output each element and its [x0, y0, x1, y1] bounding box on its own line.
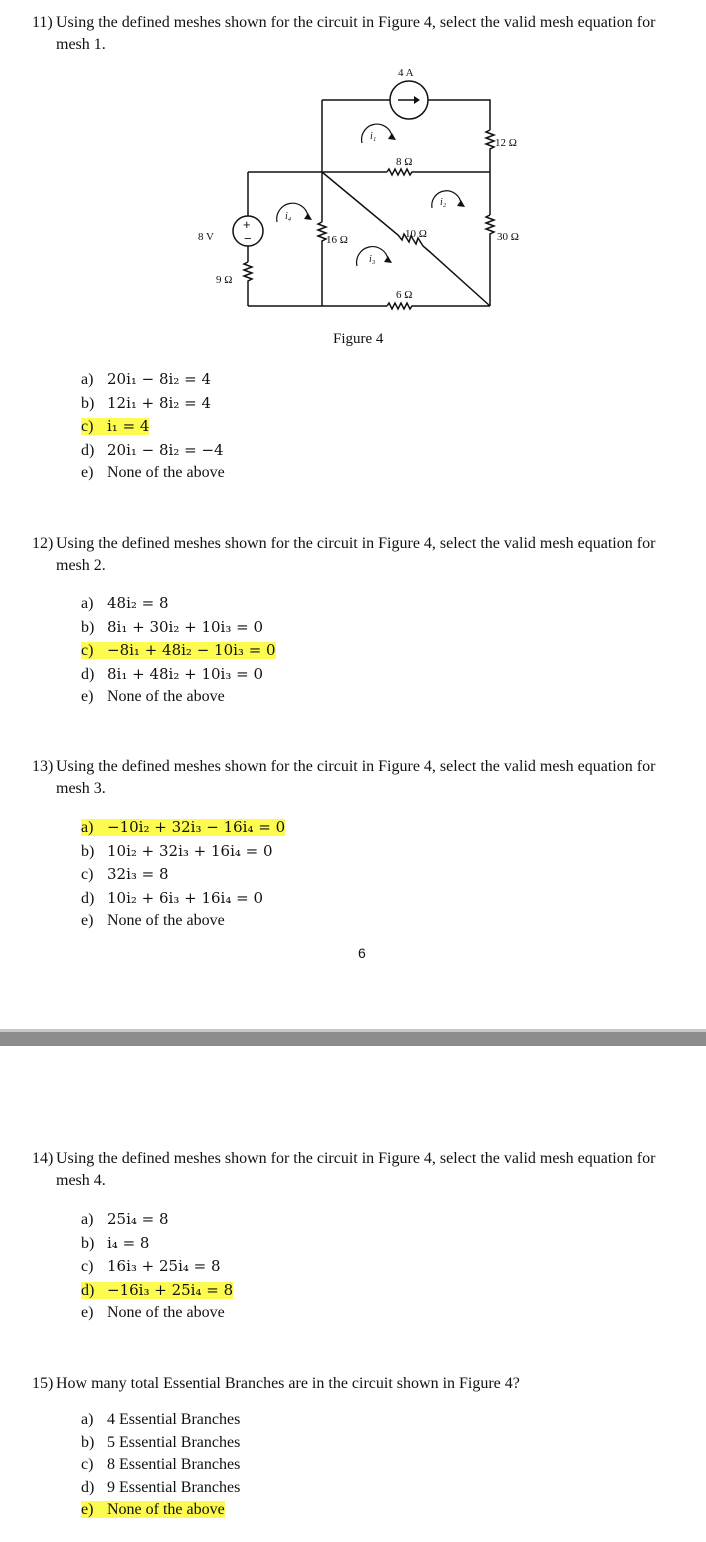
question-text-line1: Using the defined meshes shown for the circuit in Figure 4, select the valid mesh equation for: [56, 758, 656, 775]
question-11: [32, 12, 696, 56]
option-c[interactable]: c) 8 Essential Branches: [81, 1456, 241, 1474]
option-d[interactable]: d) 8i₁ + 48i₂ + 10i₃ = 0: [81, 664, 264, 683]
question-text-line2: mesh 4.: [56, 1172, 106, 1189]
option-e[interactable]: e) None of the above: [81, 912, 225, 930]
question-text-line1: How many total Essential Branches are in the circuit shown in Figure 4?: [56, 1375, 520, 1392]
option-a[interactable]: a) 25i₄ = 8: [81, 1210, 169, 1228]
arrowhead: [388, 133, 396, 140]
label-8v: 8 V: [198, 231, 214, 243]
options-q15: [81, 1409, 240, 1522]
option-a[interactable]: a) 48i₂ = 8: [81, 594, 169, 612]
resistor-12: [486, 130, 494, 172]
question-12: [32, 533, 696, 577]
option-e[interactable]: e) None of the above: [81, 464, 225, 482]
question-text-line2: mesh 2.: [56, 557, 106, 574]
arrowhead: [457, 200, 465, 207]
option-d[interactable]: d) 9 Essential Branches: [81, 1478, 241, 1496]
label-i1: i₁: [370, 131, 377, 142]
label-30-ohm: 30 Ω: [497, 231, 519, 243]
mesh-arrow-i1: [362, 124, 392, 143]
option-b[interactable]: b) i₄ = 8: [81, 1233, 150, 1252]
label-i3: i₃: [369, 254, 376, 265]
option-b[interactable]: b) 8i₁ + 30i₂ + 10i₃ = 0: [81, 617, 264, 636]
options-q14: [81, 1208, 233, 1325]
label-9-ohm: 9 Ω: [216, 274, 233, 286]
option-b[interactable]: b) 10i₂ + 32i₃ + 16i₄ = 0: [81, 841, 273, 860]
option-c-highlighted[interactable]: c) i₁ = 4: [81, 417, 150, 436]
label-i2: i₂: [440, 197, 447, 208]
mesh-arrow-i2: [432, 191, 461, 208]
option-d[interactable]: d) 10i₂ + 6i₃ + 16i₄ = 0: [81, 888, 264, 907]
question-text-line2: mesh 1.: [56, 36, 106, 53]
label-8-ohm: 8 Ω: [396, 156, 413, 168]
question-text-line1: Using the defined meshes shown for the circuit in Figure 4, select the valid mesh equation for: [56, 535, 656, 552]
option-a[interactable]: a) 4 Essential Branches: [81, 1411, 241, 1428]
option-e[interactable]: e) None of the above: [81, 1304, 225, 1322]
label-12-ohm: 12 Ω: [495, 137, 517, 149]
option-d-highlighted[interactable]: d) −16i₃ + 25i₄ = 8: [81, 1280, 234, 1299]
option-d[interactable]: d) 20i₁ − 8i₂ = −4: [81, 440, 224, 459]
options-q12: [81, 592, 276, 709]
option-c[interactable]: c) 32i₃ = 8: [81, 865, 169, 884]
figure-caption: Figure 4: [333, 331, 384, 347]
option-c-highlighted[interactable]: c) −8i₁ + 48i₂ − 10i₃ = 0: [81, 641, 276, 660]
question-number: 12): [32, 535, 54, 552]
option-b[interactable]: b) 12i₁ + 8i₂ = 4: [81, 393, 212, 412]
question-15: [32, 1373, 696, 1395]
circuit-diagram: [0, 55, 706, 325]
page-separator: [0, 1032, 706, 1046]
resistor-8: [387, 169, 490, 175]
resistor-16: [318, 222, 326, 306]
resistor-6: [387, 303, 490, 309]
resistor-9: [244, 262, 252, 306]
label-4a: 4 A: [398, 67, 414, 79]
mesh-arrow-i4: [277, 203, 308, 222]
question-number: 15): [32, 1375, 54, 1392]
label-6-ohm: 6 Ω: [396, 289, 413, 301]
arrowhead: [304, 213, 312, 220]
wire: [428, 100, 490, 130]
page-number: 6: [358, 945, 366, 961]
label-16-ohm: 16 Ω: [326, 234, 348, 246]
label-plus: +: [243, 217, 251, 232]
option-a-highlighted[interactable]: a) −10i₂ + 32i₃ − 16i₄ = 0: [81, 818, 286, 836]
question-number: 13): [32, 758, 54, 775]
options-q11: [81, 368, 225, 485]
label-10-ohm: 10 Ω: [405, 228, 427, 240]
option-e-highlighted[interactable]: e) None of the above: [81, 1501, 225, 1519]
resistor-30: [486, 215, 494, 306]
option-c[interactable]: c) 16i₃ + 25i₄ = 8: [81, 1257, 221, 1276]
label-minus: −: [244, 231, 252, 246]
option-e[interactable]: e) None of the above: [81, 688, 225, 706]
question-13: [32, 756, 696, 800]
option-a[interactable]: a) 20i₁ − 8i₂ = 4: [81, 370, 212, 388]
question-text-line1: Using the defined meshes shown for the circuit in Figure 4, select the valid mesh equation for: [56, 1150, 656, 1167]
question-14: [32, 1148, 696, 1192]
question-text-line1: Using the defined meshes shown for the circuit in Figure 4, select the valid mesh equation for: [56, 14, 656, 31]
question-number: 11): [32, 14, 53, 31]
arrowhead: [414, 96, 420, 104]
label-i4: i₄: [285, 211, 292, 222]
question-number: 14): [32, 1150, 54, 1167]
options-q13: [81, 816, 285, 933]
arrowhead: [384, 256, 392, 263]
question-text-line2: mesh 3.: [56, 780, 106, 797]
option-b[interactable]: b) 5 Essential Branches: [81, 1433, 241, 1451]
